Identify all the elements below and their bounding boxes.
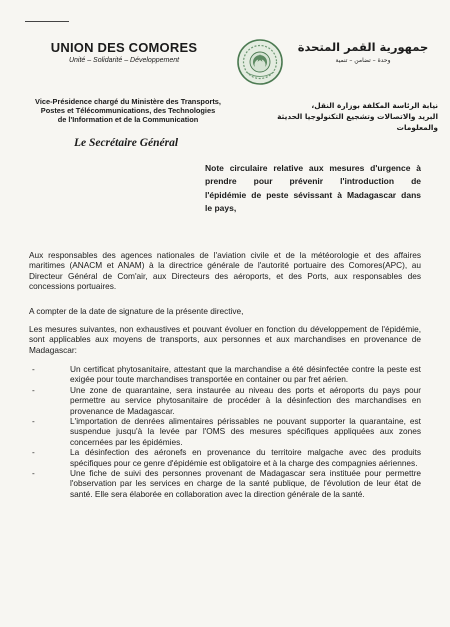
measure-text: Une zone de quarantaine, sera instaurée au niveau des ports et aéroports du pays pour permettre au service phytosanitaire de procéder à la désinfection des marchandises en provenance de Madagascar. (70, 384, 421, 416)
measure-text: La désinfection des aéronefs en provenance du territoire malgache avec des produits spécifiques pour ce genre d'épidémie est obligatoire et à la charge des compagnies aériennes. (70, 447, 421, 468)
subject-line: l'épidémie de peste sévissant à Madagascar dans (205, 189, 421, 200)
french-ministry-line: Postes et Télécommunications, des Technologies (40, 106, 216, 116)
measures-list (32, 364, 421, 499)
circular-subject (205, 162, 421, 216)
french-ministry-block (22, 97, 234, 125)
bullet-dash: - (32, 364, 35, 374)
french-letterhead (24, 40, 224, 64)
french-ministry-line: Vice-Présidence chargé du Ministère des Transports, (35, 97, 221, 106)
comoros-coat-of-arms-icon (236, 38, 284, 86)
measure-text: L'importation de denrées alimentaires périssables ne pouvant supporter la quarantaine, est suspendue jusqu'à la levée par l'OMS des mesures spécifiques appliquées aux zones concernées par les épidémies. (70, 416, 421, 447)
subject-line: prendre pour prévenir l'introduction de (205, 176, 421, 187)
bullet-dash: - (32, 447, 35, 458)
measure-item (32, 385, 421, 416)
measure-text: Une fiche de suivi des personnes provenant de Madagascar sera instituée pour permettre l'observation par les services en charge de la santé publique, de l'évolution de leur état de santé. Elle sera élaborée en collaboration avec la direction générale de la santé. (70, 468, 421, 499)
measure-item (32, 468, 421, 499)
signatory-title: Le Secrétaire Général (73, 137, 179, 149)
measure-item (32, 416, 421, 447)
arabic-ministry-block (250, 100, 438, 133)
bullet-dash: - (32, 384, 35, 395)
effective-date-paragraph: A compter de la date de signature de la présente directive, (29, 306, 244, 316)
bullet-dash: - (32, 416, 35, 427)
arabic-ministry-line: والمعلومات (396, 123, 438, 132)
recipients-paragraph: Aux responsables des agences nationales de l'aviation civile et de la météorologie et des affaires maritimes (ANACM et ANAM) à la directrice générale de l'autorité portuaire des Comores(APC), au Directeur Général de Com'air, aux Directeurs des aéroports, et des Ports, aux responsables des concessions portuaires. (29, 250, 421, 292)
measure-text: Un certificat phytosanitaire, attestant que la marchandise a été désinfectée contre la peste est exigée pour toute marchandises transportée en container ou par fret aérien. (70, 364, 421, 385)
arabic-motto: وحدة – تضامن – تنمية (335, 57, 391, 64)
arabic-ministry-line: نيابة الرئاسة المكلفة بوزارة النقل، (311, 101, 438, 110)
arabic-country-name: جمهورية القمر المتحدة (297, 40, 429, 54)
bullet-dash: - (32, 468, 35, 479)
arabic-letterhead (294, 40, 432, 64)
french-ministry-line: de l'Information et de la Communication (57, 115, 199, 125)
subject-line: le pays, (205, 203, 237, 214)
french-country-name: UNION DES COMORES (50, 40, 198, 55)
subject-line: Note circulaire relative aux mesures d'urgence à (205, 163, 421, 173)
french-motto: Unité – Solidarité – Développement (68, 57, 180, 64)
measure-item (32, 447, 421, 468)
top-rule (25, 21, 69, 22)
measures-intro-paragraph: Les mesures suivantes, non exhaustives et pouvant évoluer en fonction du développement de l'épidémie, sont applicables aux moyens de transports, aux personnes et aux marchandises en provenance de Madagascar: (29, 324, 421, 355)
measure-item (32, 364, 421, 385)
arabic-ministry-line: البريد والاتصالات وتشجيع التكنولوجيا الحديثة (277, 112, 438, 121)
